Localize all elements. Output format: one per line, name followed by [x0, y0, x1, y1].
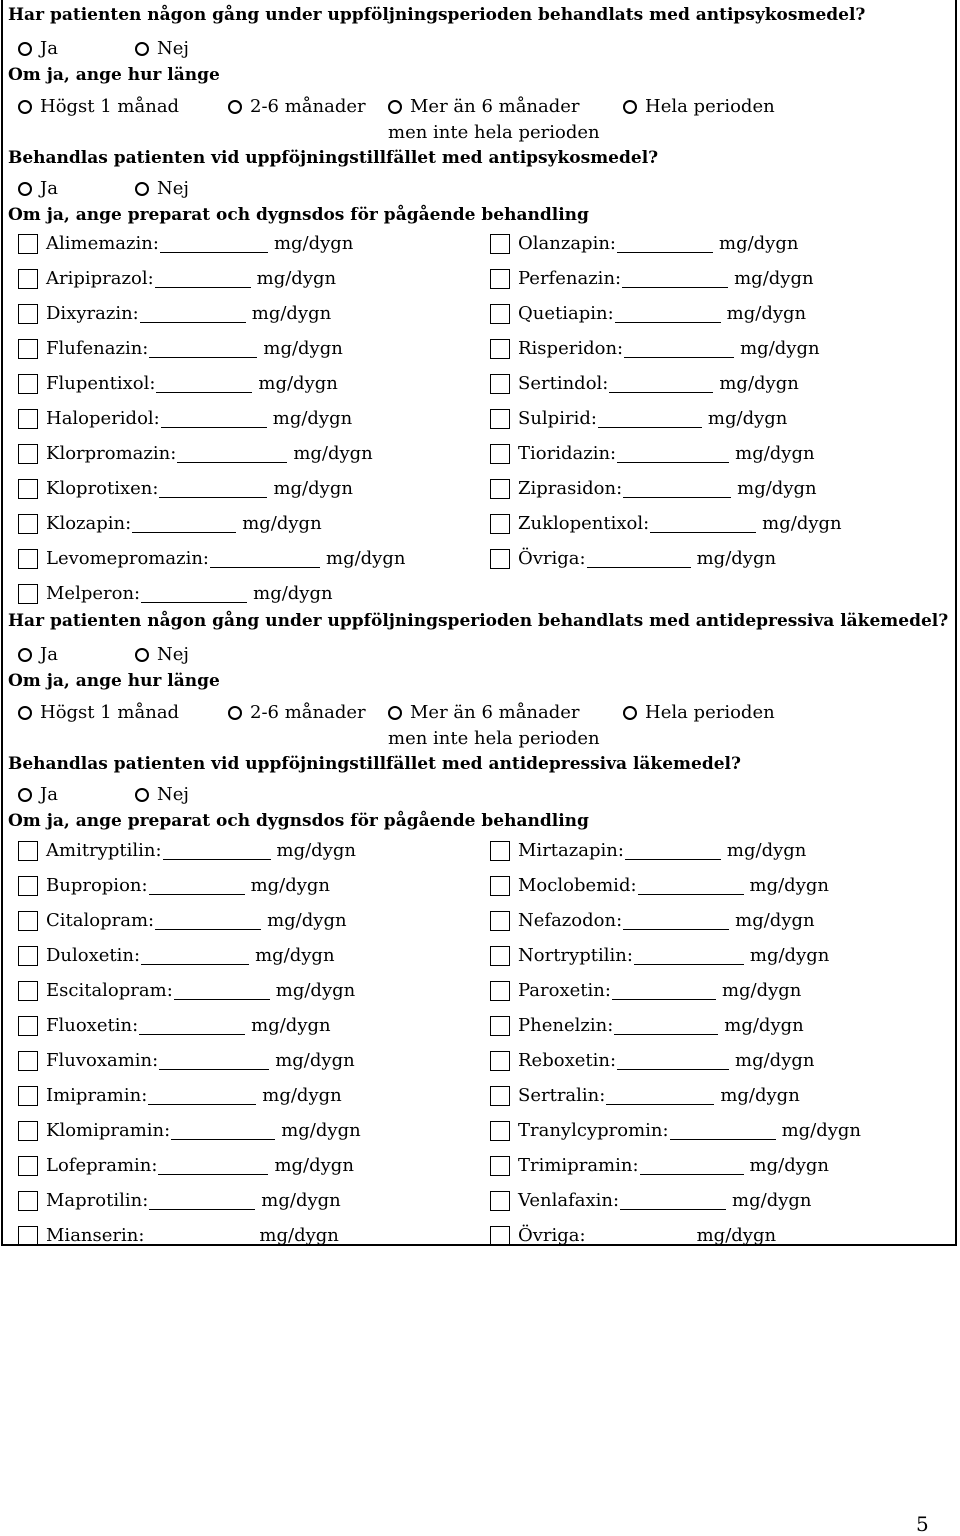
checkbox-icon[interactable]	[18, 339, 38, 359]
checkbox-icon[interactable]	[18, 409, 38, 429]
drug-label: Duloxetin:	[46, 945, 141, 966]
option-no[interactable]	[135, 644, 189, 666]
drug-label: Kloprotixen:	[46, 478, 159, 499]
option-yes-current[interactable]	[18, 178, 58, 200]
radio-label: 2-6 månader	[250, 702, 366, 723]
duration-subtext: men inte hela perioden	[388, 728, 600, 749]
radio-circle-icon[interactable]	[18, 182, 32, 196]
drug-row-right[interactable]	[490, 1190, 812, 1212]
drug-label: Flupentixol:	[46, 373, 156, 394]
drug-row-right[interactable]	[490, 980, 801, 1002]
option-duration-2[interactable]	[228, 96, 366, 118]
dose-unit: mg/dygn	[696, 548, 777, 569]
drug-label: Mirtazapin:	[518, 840, 624, 861]
dose-input-line[interactable]	[606, 1088, 714, 1105]
dose-unit: mg/dygn	[721, 980, 802, 1001]
checkbox-icon[interactable]	[18, 479, 38, 499]
drug-label: Fluvoxamin:	[46, 1050, 159, 1071]
drug-row-left[interactable]	[18, 583, 333, 605]
checkbox-icon[interactable]	[18, 946, 38, 966]
drug-row-right[interactable]	[490, 548, 776, 570]
radio-circle-icon[interactable]	[18, 706, 32, 720]
drug-row-left[interactable]	[18, 840, 356, 862]
option-no-current[interactable]	[135, 784, 189, 806]
dose-unit: mg/dygn	[272, 408, 353, 429]
drug-label: Tioridazin:	[518, 443, 617, 464]
drug-row-right[interactable]	[490, 1085, 800, 1107]
dose-input-line[interactable]	[617, 1053, 729, 1070]
page-number: 5	[916, 1512, 929, 1536]
dose-unit: mg/dygn	[293, 443, 373, 464]
dose-input-line[interactable]	[177, 446, 287, 463]
radio-label: Mer än 6 månader	[410, 96, 580, 117]
dose-unit: mg/dygn	[734, 268, 814, 289]
drug-label: Mianserin:	[46, 1225, 145, 1246]
radio-circle-icon[interactable]	[388, 706, 402, 720]
dose-input-line[interactable]	[622, 271, 728, 288]
drug-label: Flufenazin:	[46, 338, 149, 359]
dose-input-line[interactable]	[160, 236, 268, 253]
checkbox-icon[interactable]	[490, 479, 510, 499]
question-current-treatment: Behandlas patienten vid uppföjningstillfället med antipsykosmedel?	[8, 148, 659, 168]
drug-label: Nortryptilin:	[518, 945, 633, 966]
radio-label: Hela perioden	[645, 702, 775, 723]
checkbox-icon[interactable]	[490, 946, 510, 966]
checkbox-icon[interactable]	[490, 1051, 510, 1071]
drug-label: Maprotilin:	[46, 1190, 149, 1211]
checkbox-icon[interactable]	[490, 514, 510, 534]
checkbox-icon[interactable]	[490, 1191, 510, 1211]
drug-row-right[interactable]	[490, 268, 814, 290]
dose-unit: mg/dygn	[253, 583, 333, 604]
dose-input-line[interactable]	[139, 1018, 245, 1035]
drug-row-left[interactable]	[18, 1015, 331, 1037]
dose-input-line[interactable]	[614, 1018, 718, 1035]
option-duration-3[interactable]	[388, 702, 580, 724]
drug-row-right[interactable]	[490, 478, 817, 500]
dose-input-line[interactable]	[145, 1228, 253, 1245]
dose-unit: mg/dygn	[719, 373, 799, 394]
drug-row-right[interactable]	[490, 1050, 814, 1072]
drug-label: Tranylcypromin:	[518, 1120, 669, 1141]
dose-input-line[interactable]	[149, 341, 257, 358]
radio-circle-icon[interactable]	[388, 100, 402, 114]
radio-circle-icon[interactable]	[18, 788, 32, 802]
checkbox-icon[interactable]	[490, 339, 510, 359]
dose-input-line[interactable]	[670, 1123, 776, 1140]
dose-unit: mg/dygn	[263, 338, 343, 359]
radio-label: Nej	[157, 178, 189, 199]
dose-input-line[interactable]	[132, 516, 236, 533]
dose-input-line[interactable]	[141, 586, 247, 603]
dose-unit: mg/dygn	[274, 1155, 354, 1176]
dose-input-line[interactable]	[171, 1123, 275, 1140]
drug-label: Sertindol:	[518, 373, 609, 394]
dose-input-line[interactable]	[587, 551, 691, 568]
radio-circle-icon[interactable]	[228, 706, 242, 720]
dose-unit: mg/dygn	[251, 303, 332, 324]
dose-unit: mg/dygn	[762, 513, 842, 534]
drug-row-left[interactable]	[18, 303, 331, 325]
drug-row-right[interactable]	[490, 1120, 861, 1142]
radio-circle-icon[interactable]	[135, 788, 149, 802]
dose-unit: mg/dygn	[251, 1015, 331, 1036]
option-duration-4[interactable]	[623, 702, 775, 724]
question-drug-doses: Om ja, ange preparat och dygnsdos för pågående behandling	[8, 205, 589, 225]
drug-row-right[interactable]	[490, 408, 787, 430]
checkbox-icon[interactable]	[18, 584, 38, 604]
drug-row-left[interactable]	[18, 910, 347, 932]
dose-unit: mg/dygn	[326, 548, 406, 569]
checkbox-icon[interactable]	[18, 549, 38, 569]
dose-input-line[interactable]	[149, 878, 245, 895]
radio-label: Nej	[157, 38, 189, 59]
checkbox-icon[interactable]	[18, 1191, 38, 1211]
drug-label: Klozapin:	[46, 513, 132, 534]
drug-row-right[interactable]	[490, 338, 820, 360]
checkbox-icon[interactable]	[18, 876, 38, 896]
dose-unit: mg/dygn	[735, 443, 815, 464]
drug-label: Dixyrazin:	[46, 303, 139, 324]
dose-input-line[interactable]	[640, 1158, 744, 1175]
radio-circle-icon[interactable]	[623, 100, 637, 114]
drug-label: Phenelzin:	[518, 1015, 614, 1036]
radio-label: Hela perioden	[645, 96, 775, 117]
drug-label: Levomepromazin:	[46, 548, 209, 569]
option-yes[interactable]	[18, 38, 58, 60]
dose-unit: mg/dygn	[724, 1015, 804, 1036]
dose-input-line[interactable]	[210, 551, 320, 568]
drug-row-left[interactable]	[18, 945, 335, 967]
drug-label: Sertralin:	[518, 1085, 606, 1106]
option-duration-3[interactable]	[388, 96, 580, 118]
checkbox-icon[interactable]	[18, 981, 38, 1001]
dose-unit: mg/dygn	[273, 478, 353, 499]
dose-unit: mg/dygn	[737, 478, 817, 499]
dose-input-line[interactable]	[174, 983, 270, 1000]
drug-label: Imipramin:	[46, 1085, 148, 1106]
drug-row-left[interactable]	[18, 980, 355, 1002]
checkbox-icon[interactable]	[18, 911, 38, 931]
checkbox-icon[interactable]	[490, 911, 510, 931]
dose-unit: mg/dygn	[732, 1190, 812, 1211]
checkbox-icon[interactable]	[490, 409, 510, 429]
checkbox-icon[interactable]	[490, 876, 510, 896]
radio-circle-icon[interactable]	[18, 100, 32, 114]
drug-label: Alimemazin:	[46, 233, 159, 254]
drug-label: Nefazodon:	[518, 910, 623, 931]
drug-label: Trimipramin:	[518, 1155, 639, 1176]
radio-label: 2-6 månader	[250, 96, 366, 117]
dose-unit: mg/dygn	[696, 1225, 777, 1246]
option-yes[interactable]	[18, 644, 58, 666]
dose-unit: mg/dygn	[259, 1225, 339, 1246]
checkbox-icon[interactable]	[490, 444, 510, 464]
dose-input-line[interactable]	[148, 1088, 256, 1105]
drug-label: Risperidon:	[518, 338, 624, 359]
dose-input-line[interactable]	[155, 913, 261, 930]
dose-input-line[interactable]	[163, 843, 271, 860]
checkbox-icon[interactable]	[18, 841, 38, 861]
radio-label: Ja	[40, 38, 58, 59]
drug-row-right[interactable]	[490, 443, 815, 465]
drug-row-left[interactable]	[18, 268, 336, 290]
option-duration-2[interactable]	[228, 702, 366, 724]
dose-unit: mg/dygn	[261, 1190, 341, 1211]
dose-input-line[interactable]	[617, 236, 713, 253]
drug-label: Moclobemid:	[518, 875, 637, 896]
drug-label: Fluoxetin:	[46, 1015, 139, 1036]
dose-input-line[interactable]	[149, 1193, 255, 1210]
drug-row-left[interactable]	[18, 513, 322, 535]
drug-row-right[interactable]	[490, 233, 798, 255]
checkbox-icon[interactable]	[18, 1016, 38, 1036]
dose-unit: mg/dygn	[726, 303, 807, 324]
drug-label: Quetiapin:	[518, 303, 614, 324]
dose-input-line[interactable]	[623, 913, 729, 930]
dose-input-line[interactable]	[620, 1193, 726, 1210]
checkbox-icon[interactable]	[18, 1051, 38, 1071]
drug-label: Övriga:	[518, 1225, 586, 1246]
dose-input-line[interactable]	[615, 306, 721, 323]
dose-input-line[interactable]	[161, 411, 267, 428]
radio-circle-icon[interactable]	[135, 648, 149, 662]
drug-row-right[interactable]	[490, 945, 829, 967]
drug-row-left[interactable]	[18, 408, 352, 430]
drug-row-right[interactable]	[490, 373, 799, 395]
radio-label: Mer än 6 månader	[410, 702, 580, 723]
checkbox-icon[interactable]	[18, 1156, 38, 1176]
drug-label: Zuklopentixol:	[518, 513, 650, 534]
dose-unit: mg/dygn	[267, 910, 347, 931]
drug-label: Venlafaxin:	[518, 1190, 620, 1211]
checkbox-icon[interactable]	[18, 1121, 38, 1141]
radio-label: Nej	[157, 644, 189, 665]
checkbox-icon[interactable]	[490, 1121, 510, 1141]
question-drug-doses: Om ja, ange preparat och dygnsdos för pågående behandling	[8, 811, 589, 831]
dose-unit: mg/dygn	[749, 945, 830, 966]
checkbox-icon[interactable]	[490, 1016, 510, 1036]
drug-row-right[interactable]	[490, 1155, 829, 1177]
dose-unit: mg/dygn	[273, 233, 354, 254]
checkbox-icon[interactable]	[18, 269, 38, 289]
drug-row-right[interactable]	[490, 875, 829, 897]
dose-input-line[interactable]	[159, 481, 267, 498]
checkbox-icon[interactable]	[490, 234, 510, 254]
drug-row-left[interactable]	[18, 548, 405, 570]
dose-unit: mg/dygn	[256, 268, 337, 289]
dose-unit: mg/dygn	[275, 980, 356, 1001]
drug-row-left[interactable]	[18, 1085, 342, 1107]
radio-circle-icon[interactable]	[135, 42, 149, 56]
checkbox-icon[interactable]	[18, 304, 38, 324]
drug-label: Haloperidol:	[46, 408, 160, 429]
drug-row-right[interactable]	[490, 513, 842, 535]
drug-row-right[interactable]	[490, 1015, 804, 1037]
dose-unit: mg/dygn	[720, 1085, 800, 1106]
dose-input-line[interactable]	[634, 948, 744, 965]
dose-input-line[interactable]	[617, 446, 729, 463]
dose-input-line[interactable]	[623, 481, 731, 498]
drug-row-left[interactable]	[18, 1050, 355, 1072]
dose-unit: mg/dygn	[242, 513, 322, 534]
option-duration-1[interactable]	[18, 96, 179, 118]
drug-label: Klomipramin:	[46, 1120, 171, 1141]
checkbox-icon[interactable]	[490, 1156, 510, 1176]
radio-label: Ja	[40, 644, 58, 665]
drug-row-left[interactable]	[18, 338, 343, 360]
drug-label: Escitalopram:	[46, 980, 173, 1001]
drug-row-left[interactable]	[18, 373, 338, 395]
dose-input-line[interactable]	[598, 411, 702, 428]
checkbox-icon[interactable]	[490, 374, 510, 394]
dose-unit: mg/dygn	[726, 840, 807, 861]
drug-label: Melperon:	[46, 583, 141, 604]
dose-unit: mg/dygn	[735, 1050, 815, 1071]
drug-row-left[interactable]	[18, 233, 353, 255]
dose-input-line[interactable]	[156, 376, 252, 393]
checkbox-icon[interactable]	[490, 1086, 510, 1106]
dose-input-line[interactable]	[140, 306, 246, 323]
dose-unit: mg/dygn	[719, 233, 799, 254]
dose-input-line[interactable]	[638, 878, 744, 895]
radio-circle-icon[interactable]	[228, 100, 242, 114]
drug-row-right[interactable]	[490, 1225, 776, 1247]
question-ever-treated: Har patienten någon gång under uppföljningsperioden behandlats med antidepressiva läkemedel?	[8, 611, 949, 631]
drug-label: Perfenazin:	[518, 268, 622, 289]
option-yes-current[interactable]	[18, 784, 58, 806]
dose-unit: mg/dygn	[275, 1050, 355, 1071]
checkbox-icon[interactable]	[490, 269, 510, 289]
drug-label: Reboxetin:	[518, 1050, 617, 1071]
checkbox-icon[interactable]	[18, 514, 38, 534]
checkbox-icon[interactable]	[490, 304, 510, 324]
dose-unit: mg/dygn	[781, 1120, 862, 1141]
duration-subtext: men inte hela perioden	[388, 122, 600, 143]
dose-input-line[interactable]	[625, 843, 721, 860]
drug-row-left[interactable]	[18, 1120, 361, 1142]
option-duration-1[interactable]	[18, 702, 179, 724]
radio-label: Nej	[157, 784, 189, 805]
dose-unit: mg/dygn	[258, 373, 338, 394]
checkbox-icon[interactable]	[18, 1086, 38, 1106]
radio-label: Ja	[40, 784, 58, 805]
drug-row-left[interactable]	[18, 1225, 339, 1247]
checkbox-icon[interactable]	[490, 841, 510, 861]
drug-row-left[interactable]	[18, 1155, 354, 1177]
dose-input-line[interactable]	[155, 271, 251, 288]
radio-circle-icon[interactable]	[135, 182, 149, 196]
drug-row-right[interactable]	[490, 840, 806, 862]
drug-label: Bupropion:	[46, 875, 148, 896]
drug-row-left[interactable]	[18, 478, 353, 500]
option-duration-4[interactable]	[623, 96, 775, 118]
radio-label: Ja	[40, 178, 58, 199]
dose-input-line[interactable]	[609, 376, 713, 393]
drug-row-left[interactable]	[18, 443, 373, 465]
checkbox-icon[interactable]	[490, 549, 510, 569]
question-ever-treated: Har patienten någon gång under uppföljningsperioden behandlats med antipsykosmedel?	[8, 5, 866, 25]
dose-input-line[interactable]	[158, 1158, 268, 1175]
dose-unit: mg/dygn	[262, 1085, 342, 1106]
checkbox-icon[interactable]	[490, 1226, 510, 1246]
drug-label: Ziprasidon:	[518, 478, 623, 499]
option-no-current[interactable]	[135, 178, 189, 200]
question-duration: Om ja, ange hur länge	[8, 65, 220, 85]
drug-label: Klorpromazin:	[46, 443, 177, 464]
dose-unit: mg/dygn	[740, 338, 820, 359]
drug-row-right[interactable]	[490, 910, 815, 932]
question-duration: Om ja, ange hur länge	[8, 671, 220, 691]
dose-unit: mg/dygn	[735, 910, 815, 931]
drug-label: Amitryptilin:	[46, 840, 162, 861]
radio-circle-icon[interactable]	[623, 706, 637, 720]
drug-label: Paroxetin:	[518, 980, 611, 1001]
checkbox-icon[interactable]	[18, 444, 38, 464]
question-current-treatment: Behandlas patienten vid uppföjningstillfället med antidepressiva läkemedel?	[8, 754, 741, 774]
dose-unit: mg/dygn	[749, 875, 829, 896]
option-no[interactable]	[135, 38, 189, 60]
drug-label: Sulpirid:	[518, 408, 597, 429]
dose-unit: mg/dygn	[281, 1120, 361, 1141]
dose-unit: mg/dygn	[250, 875, 331, 896]
drug-row-right[interactable]	[490, 303, 806, 325]
dose-input-line[interactable]	[624, 341, 734, 358]
drug-label: Olanzapin:	[518, 233, 616, 254]
radio-circle-icon[interactable]	[18, 42, 32, 56]
drug-row-left[interactable]	[18, 875, 330, 897]
radio-circle-icon[interactable]	[18, 648, 32, 662]
radio-label: Högst 1 månad	[40, 702, 180, 723]
checkbox-icon[interactable]	[18, 374, 38, 394]
checkbox-icon[interactable]	[18, 234, 38, 254]
drug-label: Lofepramin:	[46, 1155, 158, 1176]
checkbox-icon[interactable]	[490, 981, 510, 1001]
dose-input-line[interactable]	[650, 516, 756, 533]
dose-unit: mg/dygn	[276, 840, 356, 861]
drug-row-left[interactable]	[18, 1190, 341, 1212]
radio-label: Högst 1 månad	[40, 96, 180, 117]
dose-unit: mg/dygn	[707, 408, 788, 429]
dose-unit: mg/dygn	[255, 945, 335, 966]
dose-input-line[interactable]	[141, 948, 249, 965]
drug-label: Aripiprazol:	[46, 268, 154, 289]
dose-input-line[interactable]	[612, 983, 716, 1000]
drug-label: Citalopram:	[46, 910, 155, 931]
checkbox-icon[interactable]	[18, 1226, 38, 1246]
drug-label: Övriga:	[518, 548, 586, 569]
dose-input-line[interactable]	[587, 1228, 691, 1245]
dose-input-line[interactable]	[159, 1053, 269, 1070]
dose-unit: mg/dygn	[749, 1155, 830, 1176]
